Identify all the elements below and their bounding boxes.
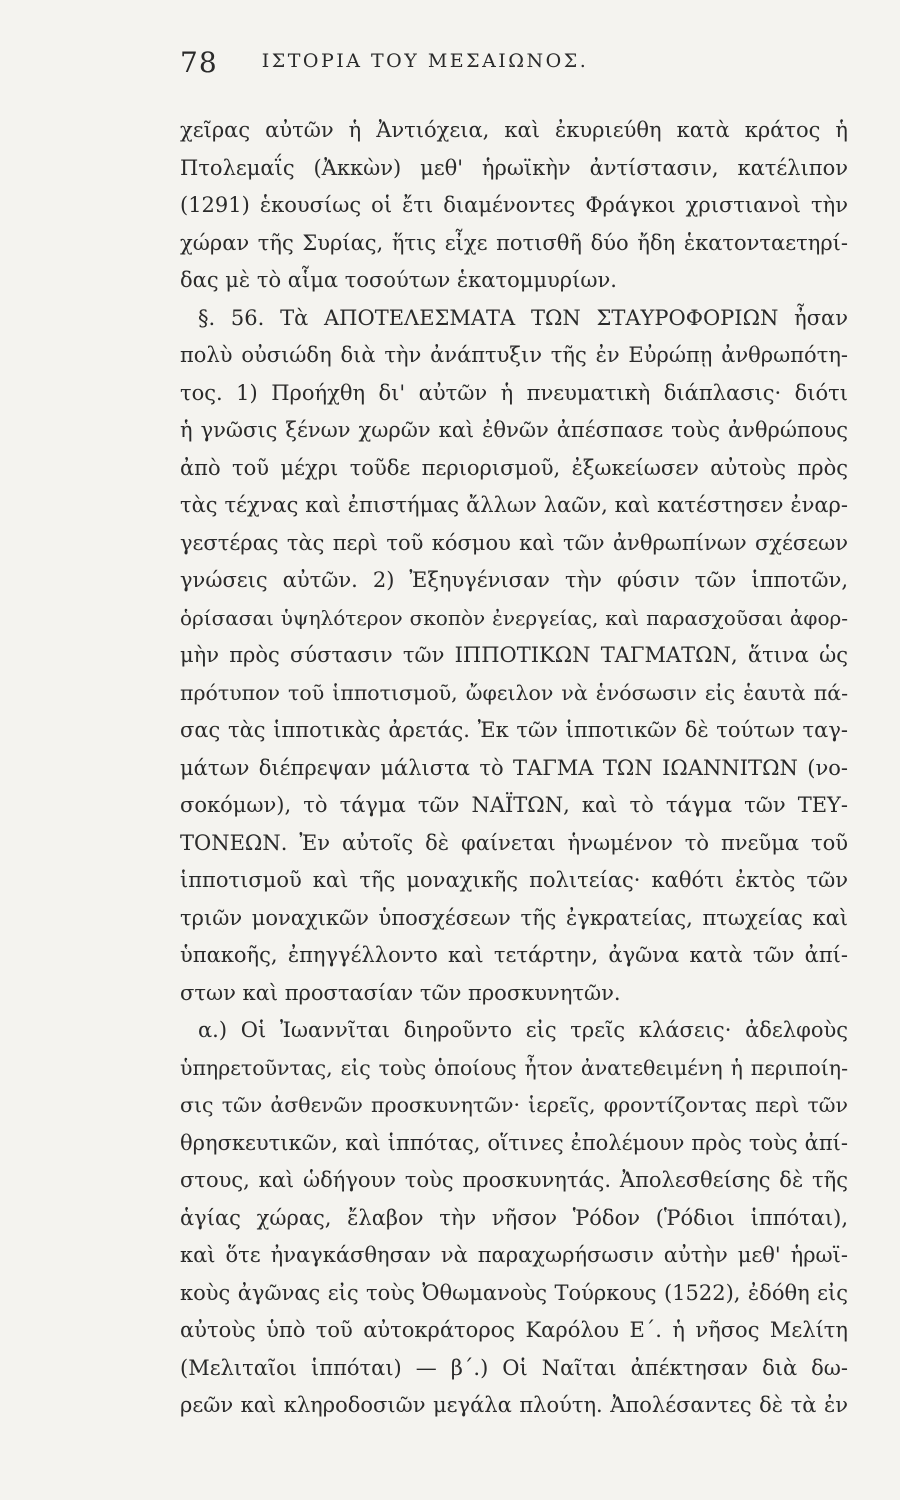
text-line: θρησκευτικῶν, καὶ ἱππότας, οἵτινες ἐπολέμουν πρὸς τοὺς ἀπί- <box>180 1130 848 1155</box>
page-number: 78 <box>180 46 218 79</box>
text-line: ἱπποτισμοῦ καὶ τῆς μοναχικῆς πολιτείας· καθότι ἐκτὸς τῶν <box>180 868 848 892</box>
text-line: τος. 1) Προήχθη δι' αὐτῶν ἡ πνευματικὴ διάπλασις· διότι <box>180 380 848 405</box>
text-line: ὑπακοῆς, ἐπηγγέλλοντο καὶ τετάρτην, ἀγῶνα κατὰ τῶν ἀπί- <box>180 943 848 967</box>
text-line: στους, καὶ ὡδήγουν τοὺς προσκυνητάς. Ἀπολεσθείσης δὲ τῆς <box>180 1168 848 1192</box>
text-line: σοκόμων), τὸ τάγμα τῶν ΝΑΪΤΩΝ, καὶ τὸ τάγμα τῶν ΤΕΥ- <box>180 793 848 817</box>
text-line: δας μὲ τὸ αἷμα τοσούτων ἑκατομμυρίων. <box>180 268 617 292</box>
running-title: ΙΣΤΟΡΙΑ ΤΟΥ ΜΕΣΑΙΩΝΟΣ. <box>261 50 589 72</box>
text-line: (1291) ἑκουσίως οἱ ἔτι διαμένοντες Φράγκοι χριστιανοὶ τὴν <box>180 193 848 217</box>
text-line: σας τὰς ἱπποτικὰς ἀρετάς. Ἐκ τῶν ἱπποτικῶν δὲ τούτων ταγ- <box>180 718 848 742</box>
text-line: τριῶν μοναχικῶν ὑποσχέσεων τῆς ἐγκρατείας, πτωχείας καὶ <box>180 905 848 930</box>
text-line: ρεῶν καὶ κληροδοσιῶν μεγάλα πλούτη. Ἀπολέσαντες δὲ τὰ ἐν <box>180 1393 848 1417</box>
page-header <box>180 46 670 78</box>
text-line: γεστέρας τὰς περὶ τοῦ κόσμου καὶ τῶν ἀνθρωπίνων σχέσεων <box>180 530 848 555</box>
text-line: ΤΟΝΕΩΝ. Ἐν αὐτοῖς δὲ φαίνεται ἡνωμένον τὸ πνεῦμα τοῦ <box>180 830 848 855</box>
text-line: τὰς τέχνας καὶ ἐπιστήμας ἄλλων λαῶν, καὶ κατέστησεν ἐναρ- <box>180 493 848 517</box>
text-line: στων καὶ προστασίαν τῶν προσκυνητῶν. <box>180 980 621 1005</box>
text-line: καὶ ὅτε ἠναγκάσθησαν νὰ παραχωρήσωσιν αὐτὴν μεθ' ἡρωϊ- <box>180 1243 848 1267</box>
text-line: ὑπηρετοῦντας, εἰς τοὺς ὁποίους ἦτον ἀνατεθειμένη ἡ περιποίη- <box>180 1055 848 1080</box>
text-line: χώραν τῆς Συρίας, ἥτις εἶχε ποτισθῆ δύο ἤδη ἑκατονταετηρί- <box>180 230 848 255</box>
text-line: πρότυπον τοῦ ἱπποτισμοῦ, ὤφειλον νὰ ἑνόσωσιν εἰς ἑαυτὰ πά- <box>180 680 848 705</box>
text-line: Πτολεμαΐς (Ἀκκὼν) μεθ' ἡρωϊκὴν ἀντίστασιν, κατέλιπον <box>180 155 848 180</box>
text-line: κοὺς ἀγῶνας εἰς τοὺς Ὀθωμανοὺς Τούρκους (1522), ἐδόθη εἰς <box>180 1280 848 1305</box>
text-line: ἁγίας χώρας, ἔλαβον τὴν νῆσον Ῥόδον (Ῥόδιοι ἱππόται), <box>180 1205 848 1230</box>
text-line: χεῖρας αὐτῶν ἡ Ἀντιόχεια, καὶ ἐκυριεύθη κατὰ κράτος ἡ <box>180 118 848 142</box>
paragraph-start-line: α.) Οἱ Ἰωαννῖται διηροῦντο εἰς τρεῖς κλάσεις· ἀδελφοὺς <box>198 1018 848 1042</box>
text-line: γνώσεις αὐτῶν. 2) Ἐξηυγένισαν τὴν φύσιν τῶν ἱπποτῶν, <box>180 568 848 592</box>
text-line: μὴν πρὸς σύστασιν τῶν ΙΠΠΟΤΙΚΩΝ ΤΑΓΜΑΤΩΝ, ἅτινα ὡς <box>180 643 848 667</box>
section-heading-line: §. 56. Τὰ ΑΠΟΤΕΛΕΣΜΑΤΑ ΤΩΝ ΣΤΑΥΡΟΦΟΡΙΩΝ ἦσαν <box>198 305 848 330</box>
text-line: πολὺ οὐσιώδη διὰ τὴν ἀνάπτυξιν τῆς ἐν Εὐρώπῃ ἀνθρωπότη- <box>180 343 848 367</box>
text-line: σις τῶν ἀσθενῶν προσκυνητῶν· ἱερεῖς, φροντίζοντας περὶ τῶν <box>180 1093 848 1117</box>
text-line: (Μελιταῖοι ἱππόται) — β΄.) Οἱ Ναῖται ἀπέκτησαν διὰ δω- <box>180 1355 848 1380</box>
body-text <box>180 112 848 1425</box>
text-line: αὐτοὺς ὑπὸ τοῦ αὐτοκράτορος Καρόλου Ε΄. ἡ νῆσος Μελίτη <box>180 1318 848 1342</box>
text-line: ἡ γνῶσις ξένων χωρῶν καὶ ἐθνῶν ἀπέσπασε τοὺς ἀνθρώπους <box>180 418 848 442</box>
text-line: μάτων διέπρεψαν μάλιστα τὸ ΤΑΓΜΑ ΤΩΝ ΙΩΑΝΝΙΤΩΝ (νο- <box>180 755 848 780</box>
text-line: ἀπὸ τοῦ μέχρι τοῦδε περιορισμοῦ, ἐξωκείωσεν αὐτοὺς πρὸς <box>180 455 848 480</box>
text-line: ὁρίσασαι ὑψηλότερον σκοπὸν ἐνεργείας, καὶ παρασχοῦσαι ἀφορ- <box>180 605 848 630</box>
